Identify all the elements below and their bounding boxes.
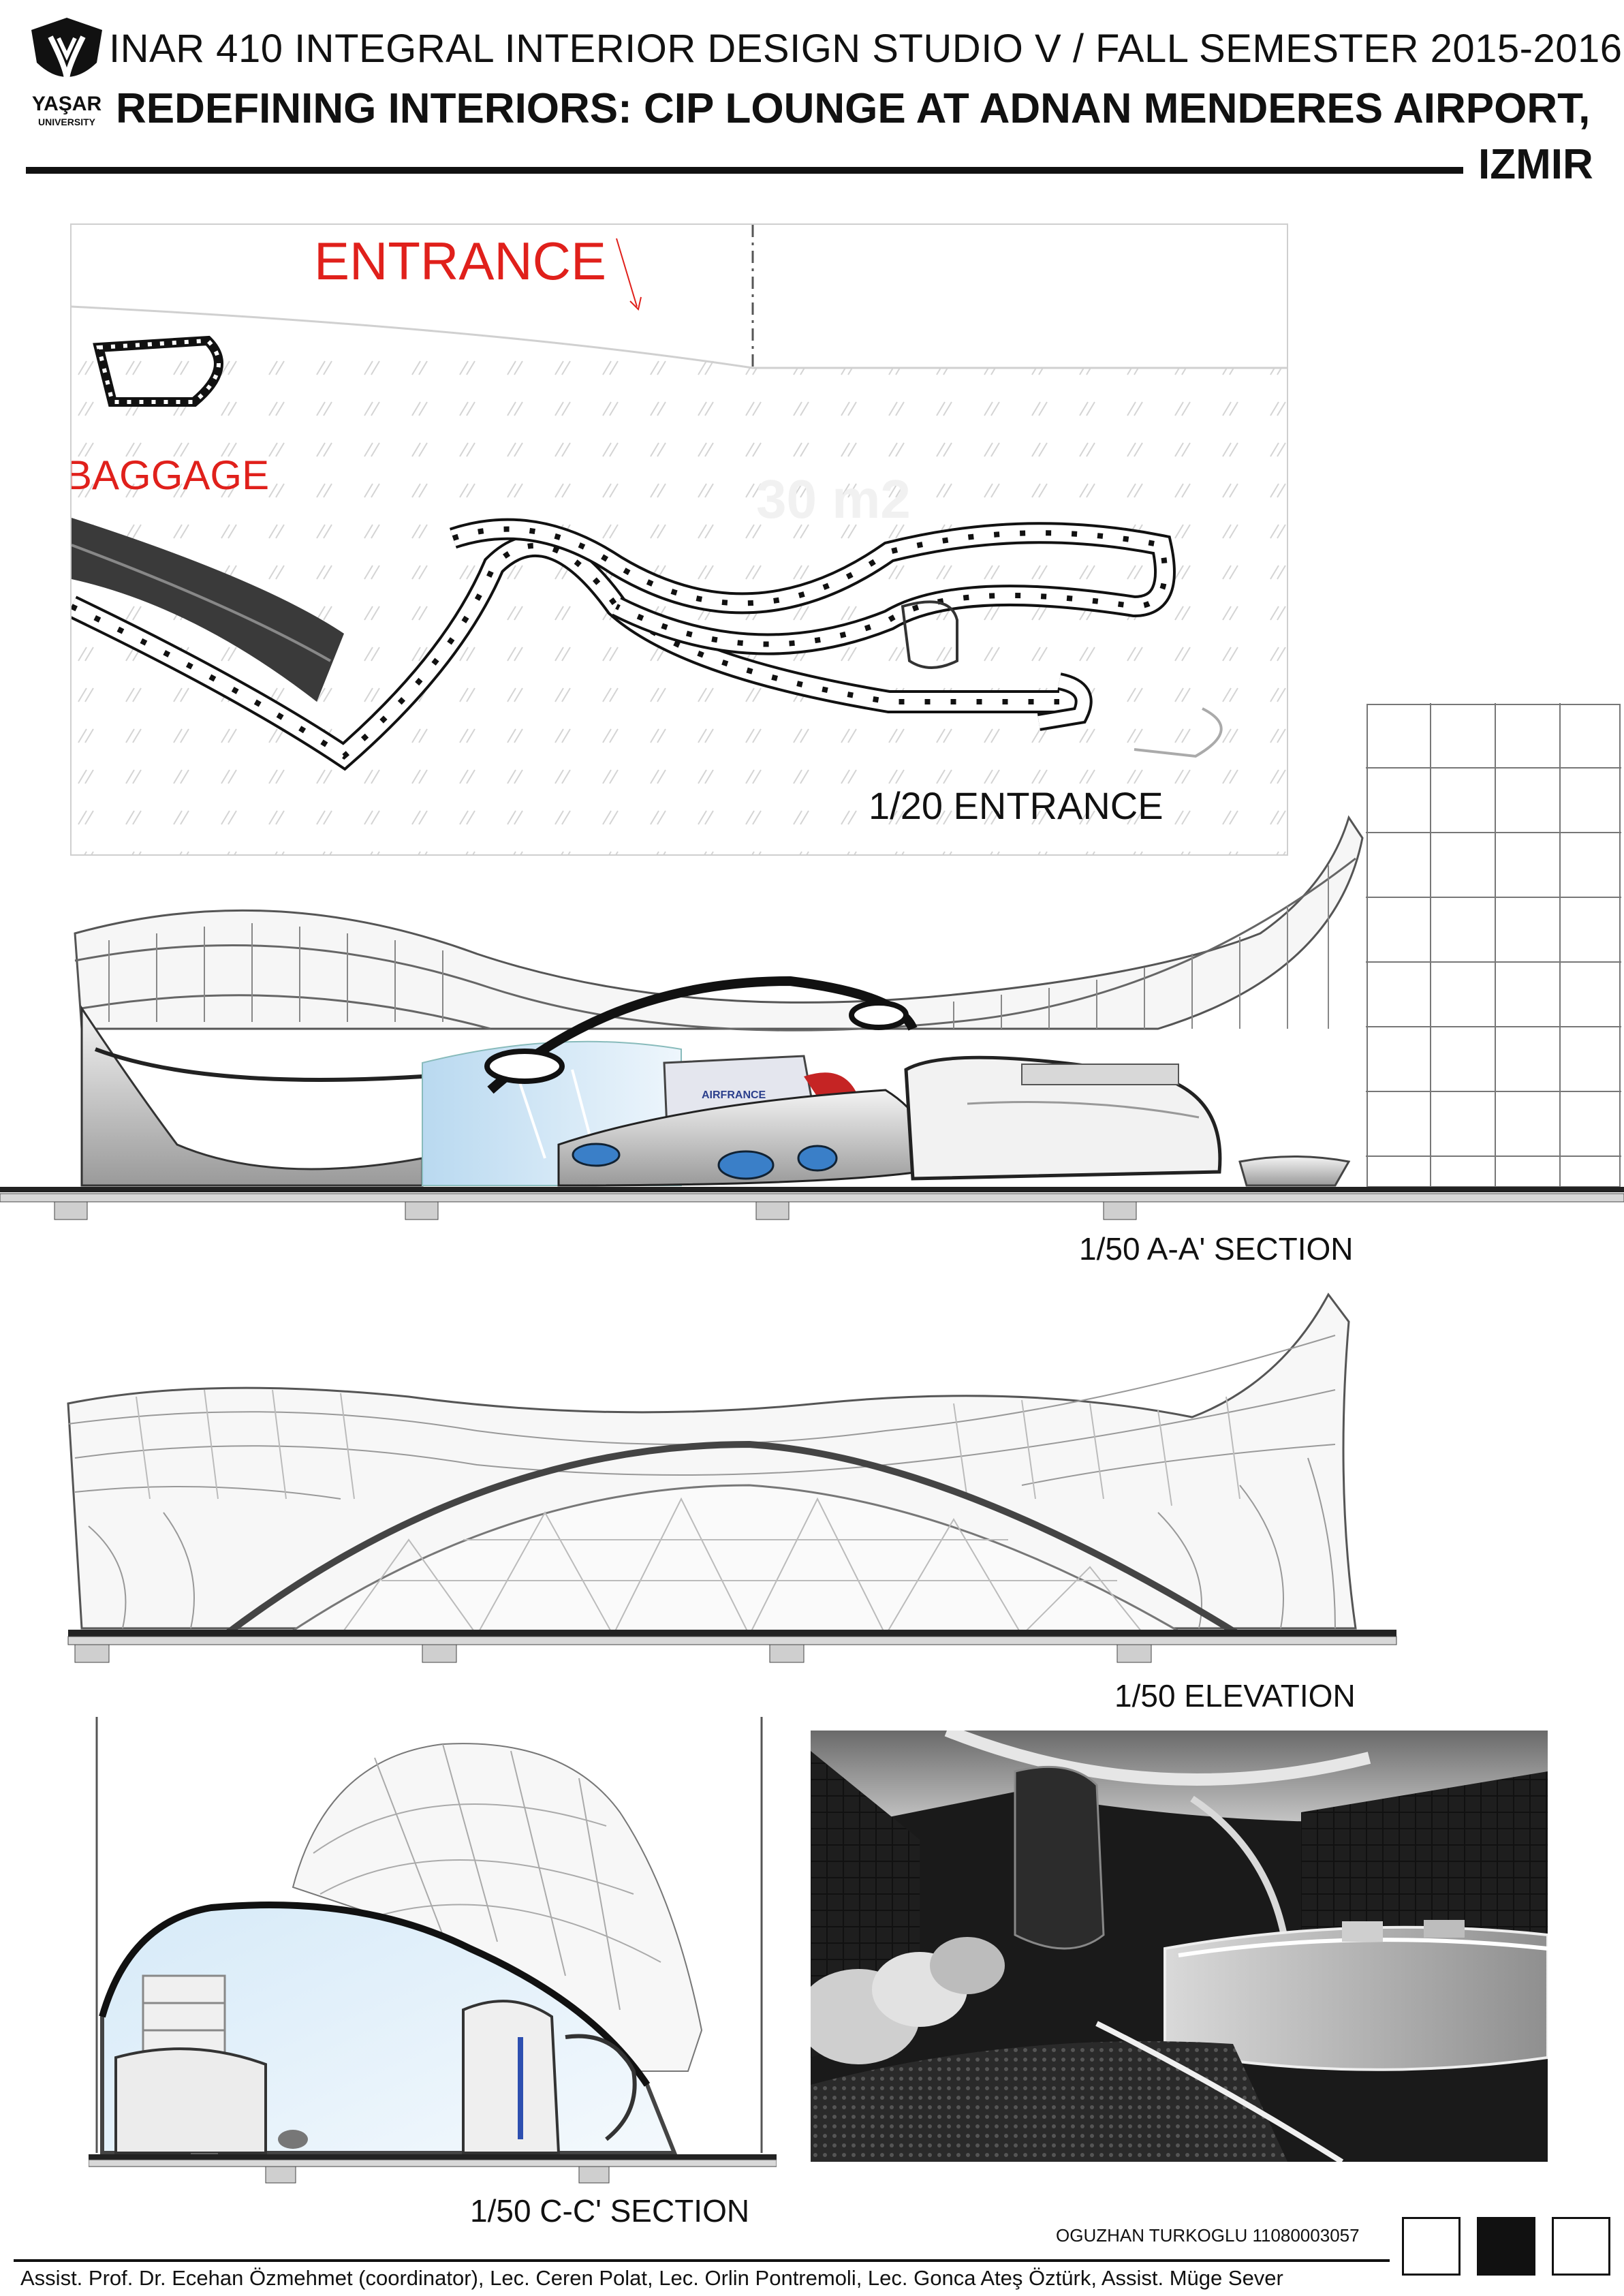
shield-emblem-icon: [26, 15, 108, 131]
elevation-caption: 1/50 ELEVATION: [1114, 1678, 1356, 1713]
footer-rule: [14, 2259, 1390, 2262]
elevation-svg: [0, 1281, 1624, 1669]
entrance-label: ENTRANCE: [314, 231, 607, 291]
section-cc-svg: [89, 1717, 777, 2194]
header-rule: [26, 167, 1463, 174]
swatch-black: [1477, 2217, 1535, 2276]
entrance-plan-panel: [70, 223, 1288, 856]
instructors-line: Assist. Prof. Dr. Ecehan Özmehmet (coordinator), Lec. Ceren Polat, Lec. Orlin Pontremoli, Lec. Gonca Ateş Öztürk, Assist. Müge Sever: [20, 2266, 1283, 2290]
interior-render-image: [811, 1731, 1548, 2162]
plan-caption: 1/20 ENTRANCE: [869, 784, 1164, 827]
student-name: OGUZHAN TURKOGLU 11080003057: [1056, 2225, 1360, 2246]
section-aa-svg: [0, 804, 1624, 1226]
project-title-city: IZMIR: [1478, 141, 1593, 188]
section-aa-caption: 1/50 A-A' SECTION: [1079, 1231, 1354, 1267]
project-title: REDEFINING INTERIORS: CIP LOUNGE AT ADNAN MENDERES AIRPORT,: [116, 85, 1591, 132]
area-label: 30 m2: [756, 469, 911, 529]
baggage-label: BAGGAGE: [72, 452, 270, 498]
section-cc-drawing: [89, 1717, 777, 2194]
swatch-white-left: [1402, 2217, 1461, 2276]
university-logo: [26, 15, 108, 131]
section-cc-caption: 1/50 C-C' SECTION: [470, 2193, 750, 2229]
interior-render: [811, 1731, 1548, 2162]
brand-label: AIRFRANCE: [702, 1089, 766, 1101]
logo-name: YAŞAR: [31, 93, 102, 115]
course-title: INAR 410 INTEGRAL INTERIOR DESIGN STUDIO V / FALL SEMESTER 2015-2016: [109, 27, 1623, 71]
elevation-drawing: [0, 1281, 1624, 1669]
entrance-plan-drawing: [72, 225, 1287, 854]
logo-sub: UNIVERSITY: [37, 117, 96, 127]
section-aa-drawing: [0, 804, 1624, 1226]
swatch-white-right: [1552, 2217, 1610, 2276]
